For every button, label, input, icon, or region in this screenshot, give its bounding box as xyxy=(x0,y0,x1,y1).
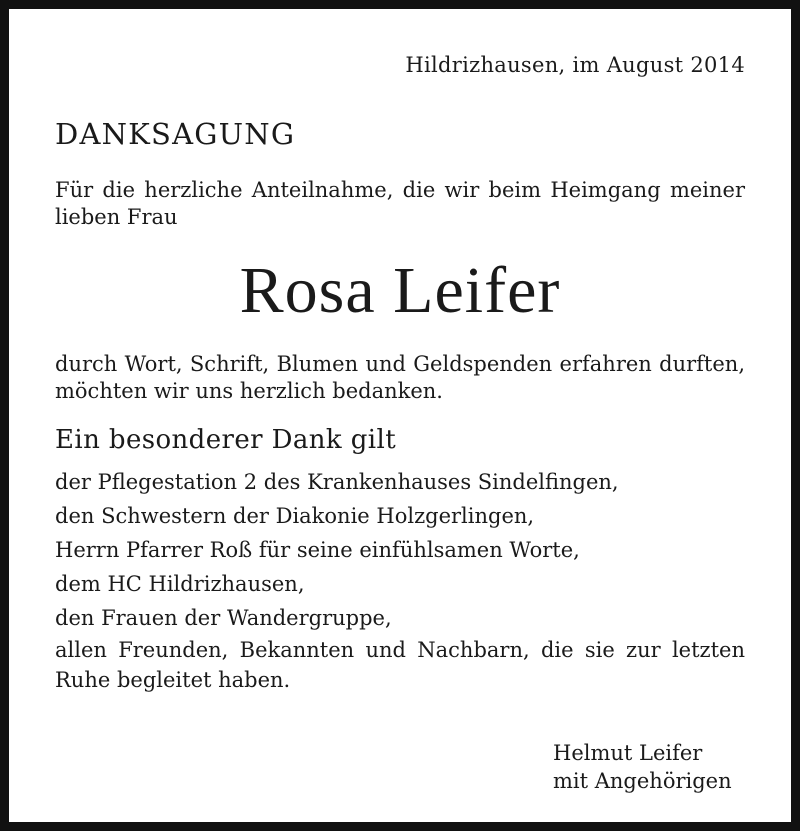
list-item: allen Freunden, Bekannten und Nachbarn, die sie zur letzten Ruhe begleitet haben. xyxy=(55,638,745,692)
signature-name: Helmut Leifer xyxy=(553,741,703,765)
thanks-paragraph: durch Wort, Schrift, Blumen und Geldspenden erfahren durften, möchten wir uns herzlich bedanken. xyxy=(55,352,745,403)
special-thanks-list xyxy=(55,465,745,695)
notice-heading: DANKSAGUNG xyxy=(55,117,296,151)
list-item: den Schwestern der Diakonie Holzgerlingen, xyxy=(55,504,535,528)
list-item: der Pflegestation 2 des Krankenhauses Sindelfingen, xyxy=(55,470,619,494)
list-item: Herrn Pfarrer Roß für seine einfühlsamen Worte, xyxy=(55,538,580,562)
intro-paragraph: Für die herzliche Anteilnahme, die wir beim Heimgang meiner lieben Frau xyxy=(55,178,745,229)
place-date: Hildrizhausen, im August 2014 xyxy=(405,53,745,77)
list-item: den Frauen der Wandergruppe, xyxy=(55,606,392,630)
signature-block xyxy=(553,739,732,795)
list-item: dem HC Hildrizhausen, xyxy=(55,572,305,596)
deceased-name: Rosa Leifer xyxy=(239,254,561,327)
signature-family: mit Angehörigen xyxy=(553,769,732,793)
special-thanks-heading: Ein besonderer Dank gilt xyxy=(55,425,397,455)
